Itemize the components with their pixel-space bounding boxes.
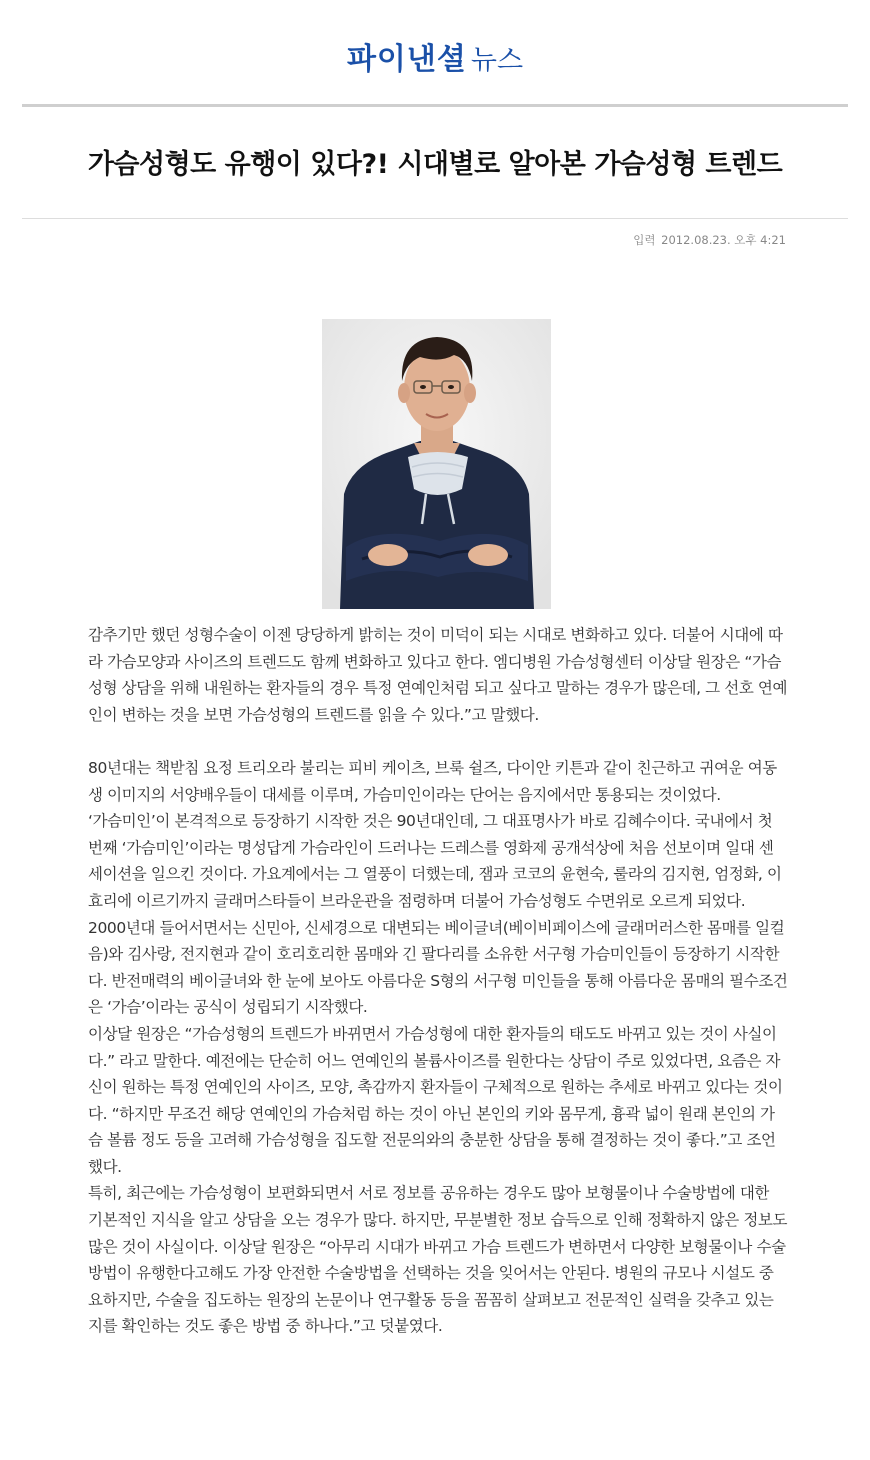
article-paragraph: 80년대는 책받침 요정 트리오라 불리는 피비 케이츠, 브룩 쉴즈, 다이안 키튼과 같이 친근하고 귀여운 여동생 이미지의 서양배우들이 대세를 이루며, 가슴미인이라는 단어는 음지에서만 통용되는 것이었다. bbox=[88, 758, 777, 804]
header-divider bbox=[22, 104, 848, 107]
date-value: 2012.08.23. 오후 4:21 bbox=[661, 233, 786, 247]
article-dateline bbox=[631, 232, 786, 248]
logo-news-text: 뉴스 bbox=[470, 45, 524, 76]
article-paragraph: ‘가슴미인’이 본격적으로 등장하기 시작한 것은 90년대인데, 그 대표명사가 바로 김혜수이다. 국내에서 첫 번째 ‘가슴미인’이라는 명성답게 가슴라인이 드러나는 드레스를 영화제 공개석상에 처음 선보이며 일대 센세이션을 일으킨 것이다. 가요계에서는 그 열풍이 더했는데, 잼과 코코의 윤현숙, 룰라의 김지현, 엄정화, 이효리에 이르기까지 글래머스타들이 브라운관을 점령하며 더불어 가슴성형도 수면위로 오르게 되었다. bbox=[88, 812, 782, 910]
date-label: 입력 bbox=[633, 233, 656, 247]
site-logo[interactable] bbox=[0, 38, 870, 86]
article-headline: 가슴성형도 유행이 있다?! 시대별로 알아본 가슴성형 트렌드 bbox=[87, 149, 783, 180]
article-paragraph: 감추기만 했던 성형수술이 이젠 당당하게 밝히는 것이 미덕이 되는 시대로 변화하고 있다. 더불어 시대에 따라 가슴모양과 사이즈의 트렌드도 함께 변화하고 있다고 한다. 엠디병원 가슴성형센터 이상달 원장은 “가슴성형 상담을 위해 내원하는 환자들의 경우 특정 연예인처럼 되고 싶다고 말하는 경우가 많은데, 그 선호 연예인이 변하는 것을 보면 가슴성형의 트렌드를 읽을 수 있다.”고 말했다. bbox=[88, 626, 788, 724]
article-paragraph: 2000년대 들어서면서는 신민아, 신세경으로 대변되는 베이글녀(베이비페이스에 글래머러스한 몸매를 일컬음)와 김사랑, 전지현과 같이 호리호리한 몸매와 긴 팔다리를 소유한 서구형 가슴미인들이 등장하기 시작한다. 반전매력의 베이글녀와 한 눈에 보아도 아름다운 S형의 서구형 미인들을 통해 아름다운 몸매의 필수조건은 ‘가슴’이라는 공식이 성립되기 시작했다. bbox=[88, 918, 788, 1017]
doctor-portrait-photo bbox=[322, 319, 551, 609]
article-body bbox=[88, 622, 788, 1340]
doctor-portrait-illustration bbox=[322, 319, 551, 609]
headline-divider bbox=[22, 218, 848, 219]
article-paragraph: 특히, 최근에는 가슴성형이 보편화되면서 서로 정보를 공유하는 경우도 많아 보형물이나 수술방법에 대한 기본적인 지식을 알고 상담을 오는 경우가 많다. 하지만, 무분별한 정보 습득으로 인해 정확하지 않은 정보도 많은 것이 사실이다. 이상달 원장은 “아무리 시대가 바뀌고 가슴 트렌드가 변하면서 다양한 보형물이나 수술방법이 유행한다고해도 가장 안전한 수술방법을 선택하는 것을 잊어서는 안된다. 병원의 규모나 시설도 중요하지만, 수술을 집도하는 원장의 논문이나 연구활동 등을 꼼꼼히 살펴보고 전문적인 실력을 갖추고 있는지를 확인하는 것도 좋은 방법 중 하나다.”고 덧붙였다. bbox=[88, 1184, 788, 1336]
article-paragraph: 이상달 원장은 “가슴성형의 트렌드가 바뀌면서 가슴성형에 대한 환자들의 태도도 바뀌고 있는 것이 사실이다.” 라고 말한다. 예전에는 단순히 어느 연예인의 볼륨사이즈를 원한다는 상담이 주로 있었다면, 요즘은 자신이 원하는 특정 연예인의 사이즈, 모양, 촉감까지 환자들이 구체적으로 원하는 추세로 바뀌고 있다는 것이다. “하지만 무조건 해당 연예인의 가슴처럼 하는 것이 아닌 본인의 키와 몸무게, 흉곽 넓이 원래 본인의 가슴 볼륨 정도 등을 고려해 가슴성형을 집도할 전문의와의 충분한 상담을 통해 결정하는 것이 좋다.”고 조언했다. bbox=[88, 1024, 783, 1176]
logo-brand-text: 파이낸셜 bbox=[346, 42, 467, 77]
